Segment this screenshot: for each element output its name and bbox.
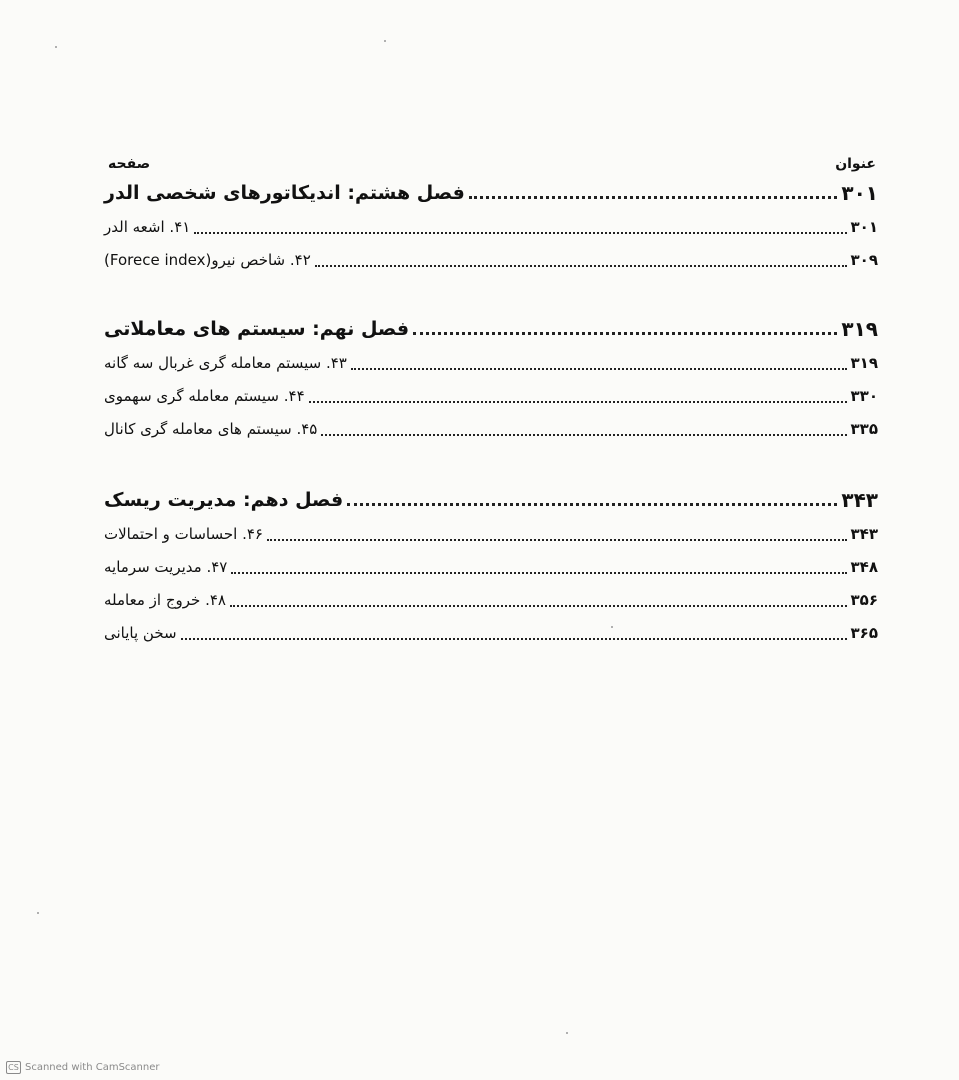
chapter-title: فصل دهم: مدیریت ریسک — [104, 489, 344, 511]
entry-title: سخن پایانی — [104, 623, 177, 642]
page-column-label: صفحه — [108, 156, 151, 172]
scan-speck — [566, 1032, 568, 1034]
dot-leader — [351, 368, 847, 370]
chapter-heading[interactable] — [104, 176, 878, 210]
toc-entry[interactable] — [104, 412, 878, 445]
dot-leader — [194, 232, 846, 234]
section-spacer — [104, 276, 878, 312]
scan-speck — [611, 626, 613, 628]
chapter-title: فصل هشتم: اندیکاتورهای شخصی الدر — [104, 182, 465, 204]
toc-header — [104, 150, 878, 176]
chapter-page: ۳۱۹ — [841, 317, 878, 341]
entry-page: ۳۶۵ — [850, 623, 878, 642]
toc-entry[interactable] — [104, 517, 878, 550]
entry-title: ۴۲. شاخص نیرو(Forece index) — [104, 250, 311, 269]
toc-entry[interactable] — [104, 243, 878, 276]
entry-title: ۴۶. احساسات و احتمالات — [104, 524, 263, 543]
dot-leader — [321, 434, 846, 436]
dot-leader — [230, 605, 847, 607]
scanner-watermark — [6, 1061, 160, 1074]
chapter-title: فصل نهم: سیستم های معاملاتی — [104, 318, 410, 340]
scan-speck — [384, 40, 386, 42]
entry-page: ۳۵۶ — [850, 590, 878, 609]
dot-leader — [315, 265, 847, 267]
scan-speck — [55, 46, 57, 48]
entry-page: ۳۰۱ — [850, 217, 878, 236]
toc-entry[interactable] — [104, 616, 878, 649]
entry-page: ۳۳۰ — [850, 386, 878, 405]
toc-entry[interactable] — [104, 379, 878, 412]
toc-entry[interactable] — [104, 210, 878, 243]
chapter-page: ۳۰۱ — [841, 181, 878, 205]
dot-leader — [413, 332, 837, 335]
dot-leader — [267, 539, 847, 541]
dot-leader — [469, 196, 838, 199]
entry-page: ۳۴۳ — [850, 524, 878, 543]
chapter-page: ۳۴۳ — [841, 488, 878, 512]
entry-page: ۳۴۸ — [850, 557, 878, 576]
dot-leader — [309, 401, 847, 403]
entry-page: ۳۳۵ — [850, 419, 878, 438]
section-spacer — [104, 445, 878, 483]
table-of-contents — [104, 150, 878, 649]
dot-leader — [231, 572, 846, 574]
entry-page: ۳۰۹ — [850, 250, 878, 269]
dot-leader — [347, 503, 837, 506]
entry-title: ۴۴. سیستم معامله گری سهموی — [104, 386, 305, 405]
entry-title: ۴۸. خروج از معامله — [104, 590, 226, 609]
scan-speck — [37, 912, 39, 914]
entry-page: ۳۱۹ — [850, 353, 878, 372]
title-column-label: عنوان — [835, 156, 876, 172]
toc-entry[interactable] — [104, 346, 878, 379]
entry-title: ۴۷. مدیریت سرمایه — [104, 557, 228, 576]
camscanner-logo-icon: CS — [6, 1061, 21, 1074]
toc-entry[interactable] — [104, 583, 878, 616]
watermark-text: Scanned with CamScanner — [25, 1062, 160, 1073]
chapter-heading[interactable] — [104, 312, 878, 346]
entry-title: ۴۵. سیستم های معامله گری کانال — [104, 419, 318, 438]
chapter-heading[interactable] — [104, 483, 878, 517]
toc-entry[interactable] — [104, 550, 878, 583]
entry-title: ۴۱. اشعه الدر — [104, 217, 191, 236]
dot-leader — [181, 638, 847, 640]
entry-title: ۴۳. سیستم معامله گری غربال سه گانه — [104, 353, 347, 372]
